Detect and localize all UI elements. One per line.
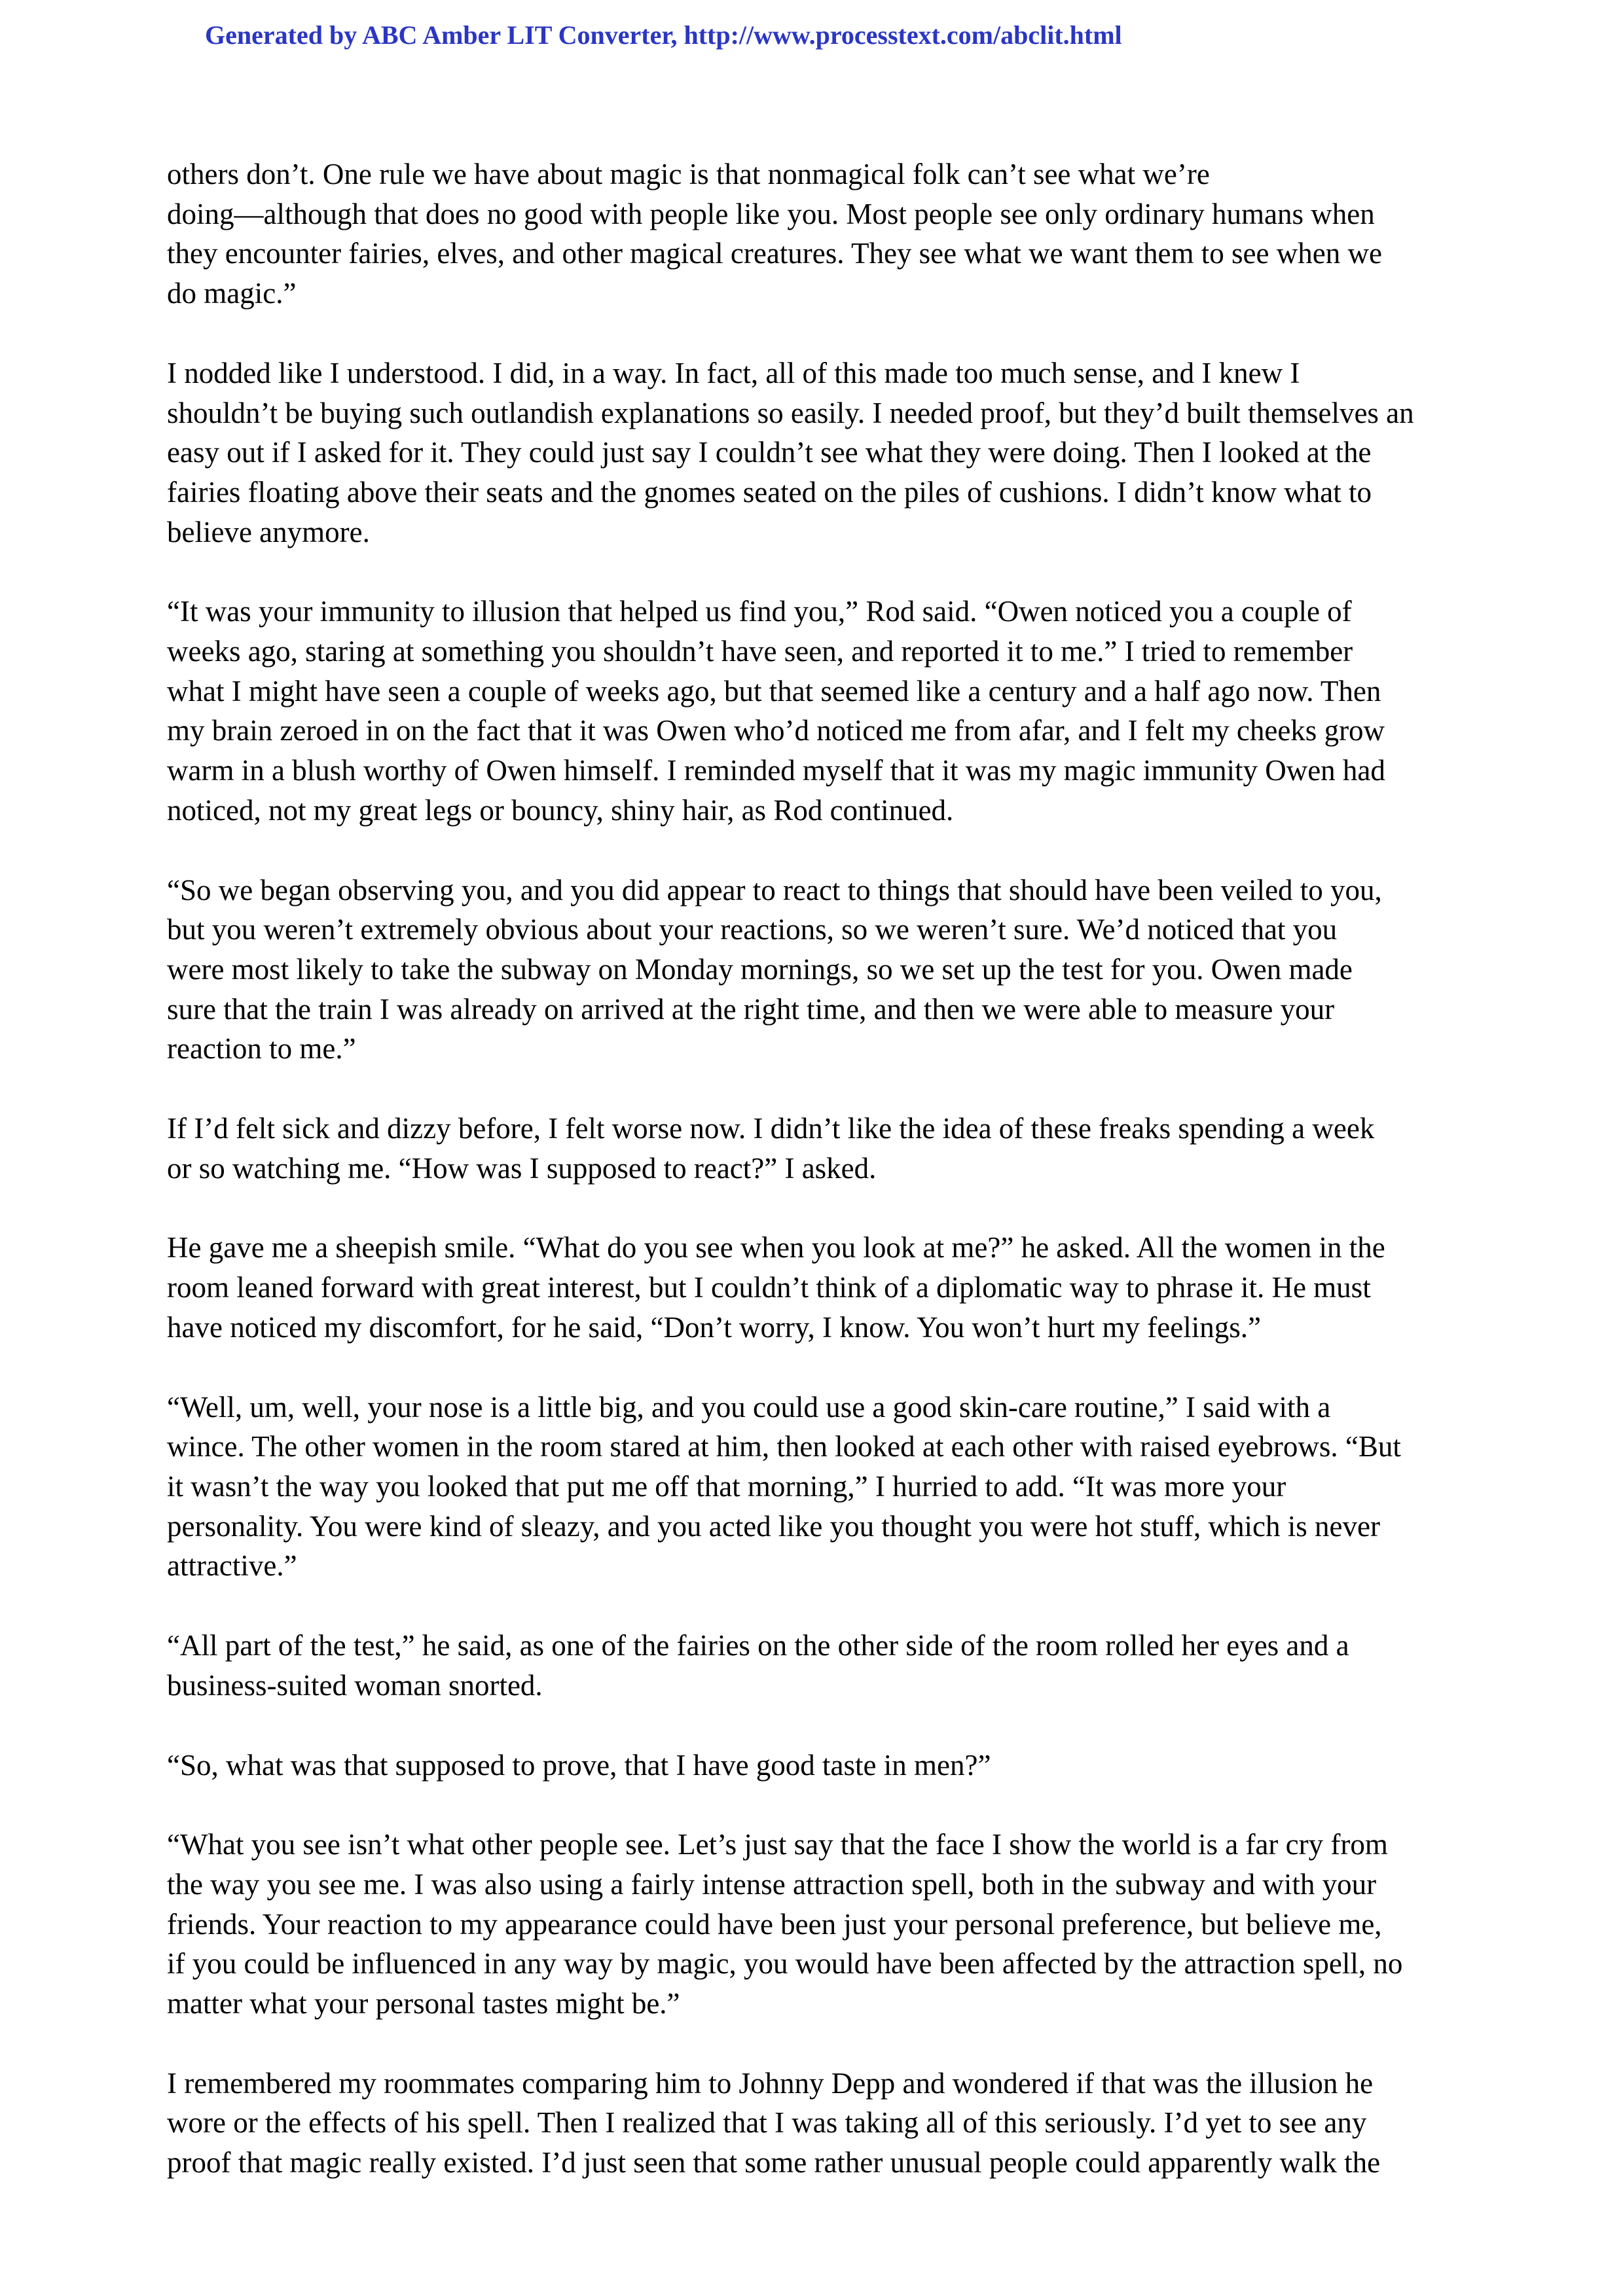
text-line: “Well, um, well, your nose is a little big, and you could use a good skin-care routine,” I said with a xyxy=(167,1390,1331,1424)
text-line: it wasn’t the way you looked that put me off that morning,” I hurried to add. “It was more your xyxy=(167,1469,1286,1503)
text-line: reaction to me.” xyxy=(167,1032,356,1066)
text-line: were most likely to take the subway on Monday mornings, so we set up the test for you. Owen made xyxy=(167,952,1353,986)
text-line: attractive.” xyxy=(167,1549,297,1583)
text-line: shouldn’t be buying such outlandish explanations so easily. I needed proof, but they’d built themselves an xyxy=(167,396,1414,429)
paragraph xyxy=(167,1825,1483,2024)
text-line: but you weren’t extremely obvious about your reactions, so we weren’t sure. We’d noticed that you xyxy=(167,913,1338,946)
paragraph xyxy=(167,1388,1483,1587)
text-line: easy out if I asked for it. They could just say I couldn’t see what they were doing. Then I looked at the xyxy=(167,436,1372,469)
page-body xyxy=(167,154,1483,2223)
text-line: business-suited woman snorted. xyxy=(167,1668,543,1702)
text-line: I nodded like I understood. I did, in a way. In fact, all of this made too much sense, and I knew I xyxy=(167,356,1300,389)
text-line: matter what your personal tastes might be.” xyxy=(167,1987,680,2020)
text-line: weeks ago, staring at something you shouldn’t have seen, and reported it to me.” I tried to remember xyxy=(167,635,1353,668)
text-line: room leaned forward with great interest, but I couldn’t think of a diplomatic way to phrase it. He must xyxy=(167,1271,1371,1304)
generator-header-link[interactable]: Generated by ABC Amber LIT Converter, http://www.processtext.com/abclit.html xyxy=(205,20,1122,50)
paragraph xyxy=(167,1746,1483,1785)
paragraph xyxy=(167,2064,1483,2183)
paragraph xyxy=(167,154,1483,314)
text-line: wore or the effects of his spell. Then I realized that I was taking all of this seriously. I’d yet to see any xyxy=(167,2106,1367,2140)
text-line: what I might have seen a couple of weeks ago, but that seemed like a century and a half ago now. Then xyxy=(167,674,1381,708)
text-line: if you could be influenced in any way by magic, you would have been affected by the attraction spell, no xyxy=(167,1947,1403,1981)
text-line: do magic.” xyxy=(167,277,297,310)
text-line: wince. The other women in the room stared at him, then looked at each other with raised eyebrows. “But xyxy=(167,1430,1401,1463)
text-line: warm in a blush worthy of Owen himself. I reminded myself that it was my magic immunity Owen had xyxy=(167,754,1385,787)
text-line: He gave me a sheepish smile. “What do you see when you look at me?” he asked. All the women in the xyxy=(167,1231,1385,1265)
text-line: “What you see isn’t what other people see. Let’s just say that the face I show the world is a far cry from xyxy=(167,1828,1388,1861)
text-line: personality. You were kind of sleazy, and you acted like you thought you were hot stuff, which is never xyxy=(167,1509,1380,1543)
text-line: believe anymore. xyxy=(167,515,370,548)
text-line: have noticed my discomfort, for he said, “Don’t worry, I know. You won’t hurt my feelings.” xyxy=(167,1310,1261,1344)
text-line: If I’d felt sick and dizzy before, I felt worse now. I didn’t like the idea of these freaks spending a week xyxy=(167,1112,1375,1145)
text-line: proof that magic really existed. I’d just seen that some rather unusual people could apparently walk the xyxy=(167,2146,1381,2179)
text-line: “All part of the test,” he said, as one of the fairies on the other side of the room rolled her eyes and a xyxy=(167,1629,1349,1662)
text-line: “So we began observing you, and you did appear to react to things that should have been veiled to you, xyxy=(167,873,1382,906)
text-line: the way you see me. I was also using a fairly intense attraction spell, both in the subway and with your xyxy=(167,1867,1377,1901)
text-line: sure that the train I was already on arrived at the right time, and then we were able to measure your xyxy=(167,992,1335,1026)
text-line: doing—although that does no good with people like you. Most people see only ordinary humans when xyxy=(167,197,1375,230)
text-line: friends. Your reaction to my appearance could have been just your personal preference, but believe me, xyxy=(167,1907,1382,1941)
paragraph xyxy=(167,592,1483,830)
text-line: noticed, not my great legs or bouncy, shiny hair, as Rod continued. xyxy=(167,793,954,827)
text-line: others don’t. One rule we have about magic is that nonmagical folk can’t see what we’re xyxy=(167,158,1210,190)
text-line: they encounter fairies, elves, and other magical creatures. They see what we want them to see when we xyxy=(167,237,1382,270)
text-line: I remembered my roommates comparing him to Johnny Depp and wondered if that was the illusion he xyxy=(167,2066,1374,2100)
paragraph xyxy=(167,1626,1483,1705)
text-line: my brain zeroed in on the fact that it was Owen who’d noticed me from afar, and I felt my cheeks grow xyxy=(167,714,1385,747)
paragraph xyxy=(167,1109,1483,1188)
paragraph xyxy=(167,1228,1483,1347)
paragraph xyxy=(167,870,1483,1069)
text-line: or so watching me. “How was I supposed to react?” I asked. xyxy=(167,1151,877,1185)
text-line: “So, what was that supposed to prove, that I have good taste in men?” xyxy=(167,1748,991,1782)
text-line: fairies floating above their seats and the gnomes seated on the piles of cushions. I didn’t know what to xyxy=(167,475,1372,509)
text-line: “It was your immunity to illusion that helped us find you,” Rod said. “Owen noticed you a couple of xyxy=(167,595,1352,628)
paragraph xyxy=(167,353,1483,552)
